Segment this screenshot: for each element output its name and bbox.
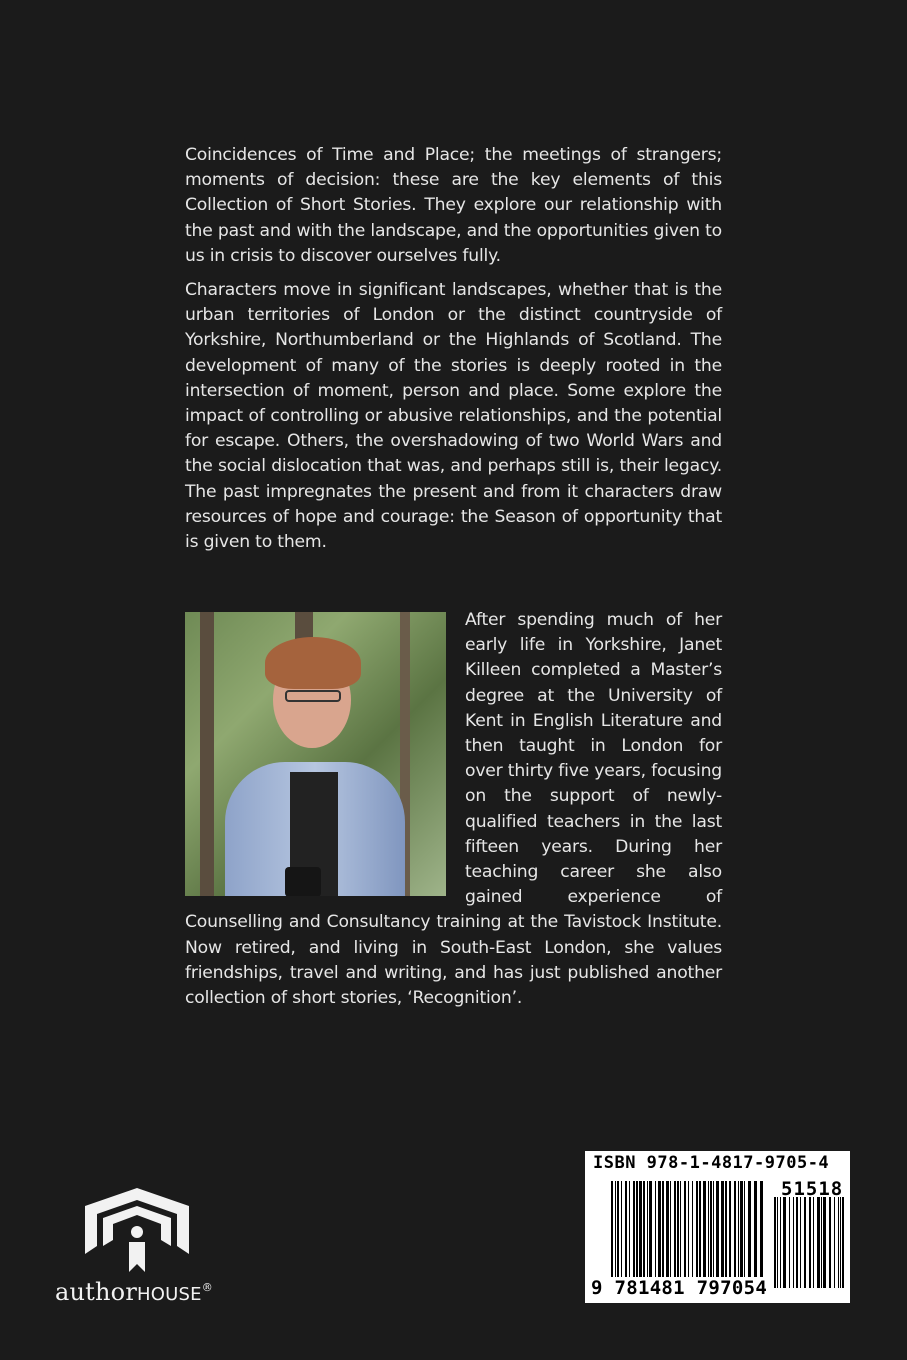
barcode-bar <box>813 1197 814 1288</box>
author-bio <box>185 608 722 1011</box>
barcode-bar <box>809 1197 811 1288</box>
barcode-bar <box>817 1197 820 1288</box>
authorhouse-house-icon <box>85 1188 189 1272</box>
barcode-bar <box>823 1197 826 1288</box>
isbn-label: ISBN 978-1-4817-9705-4 <box>593 1153 830 1173</box>
addon-digits: 51518 <box>781 1178 844 1200</box>
blurb-paragraph-2: Characters move in significant landscapes, whether that is the urban territories of London or the distinct countryside of Yorkshire, Northumberland or the Highlands of Scotland. The development of many of the stories is deeply rooted in the intersection of moment, person and place. Some explore the impact of controlling or abusive relationships, and the potential for escape. Others, the overshadowing of two World Wars and the social dislocation that was, and perhaps still is, their legacy. The past impregnates the present and from it characters draw resources of hope and courage: the Season of opportunity that is given to them. <box>185 280 722 553</box>
back-cover-blurb <box>185 143 722 564</box>
barcode-bar <box>821 1197 822 1288</box>
barcode-bar <box>842 1197 844 1288</box>
isbn-barcode <box>585 1151 850 1303</box>
barcode-bar <box>783 1197 786 1288</box>
barcode-bar <box>796 1197 798 1288</box>
barcode-digits: 9 781481 797054 <box>591 1277 768 1299</box>
barcode-bar <box>838 1197 839 1288</box>
barcode-bar <box>793 1197 794 1288</box>
publisher-name: authorHOUSE® <box>55 1278 213 1306</box>
publisher-logo <box>55 1188 235 1306</box>
barcode-bar <box>840 1197 841 1288</box>
author-bio-text: After spending much of her early life in Yorkshire, Janet Killeen completed a Master’s degree at the University of Kent in English Literature and then taught in London for over thirty five years, focusing on the support of newly-qualified teachers in the last fifteen years. During her teaching career she also gained experience of Counselling and Consultancy training at the Tavistock Institute. Now retired, and living in South-East London, she values friendships, travel and writing, and has just published another collection of short stories, ‘Recognition’. <box>185 610 722 1009</box>
blurb-paragraph-1: Coincidences of Time and Place; the meetings of strangers; moments of decision: these are the key elements of this Collection of Short Stories. They explore our relationship with the past and with the landscape, and the opportunities given to us in crisis to discover ourselves fully. <box>185 145 722 266</box>
author-photo <box>185 612 446 896</box>
barcode-bar <box>800 1197 801 1288</box>
barcode-bar <box>780 1197 781 1288</box>
camera <box>285 867 321 896</box>
barcode-bar <box>774 1197 776 1288</box>
barcode-bar <box>804 1197 806 1288</box>
barcode-bar <box>834 1197 835 1288</box>
barcode-bar <box>829 1197 831 1288</box>
barcode-bar <box>777 1197 778 1288</box>
barcode-bar <box>789 1197 790 1288</box>
